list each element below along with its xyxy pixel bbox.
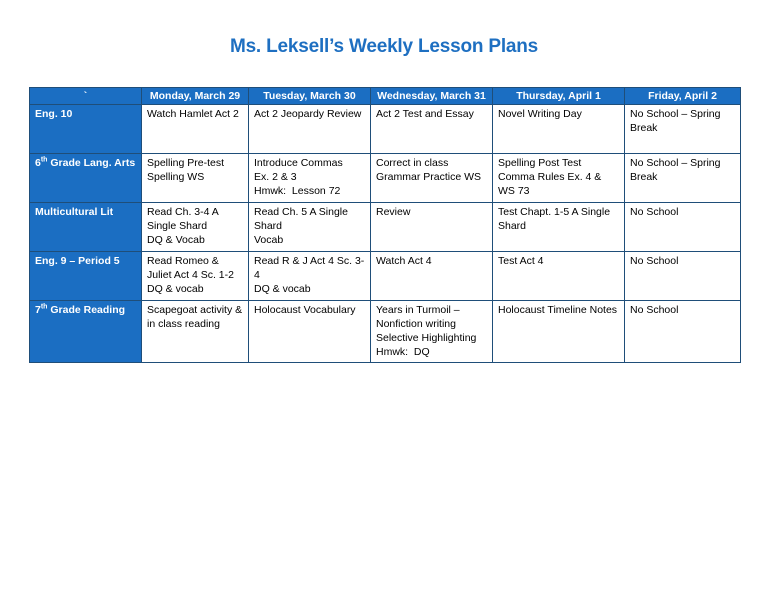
lesson-cell-thursday — [493, 301, 625, 363]
lesson-text: Hmwk: DQ — [376, 346, 430, 358]
lesson-text: No School — [630, 255, 679, 267]
subject-cell — [30, 301, 142, 363]
day-header-tuesday: Tuesday, March 30 — [249, 88, 371, 105]
lesson-cell-wednesday — [371, 154, 493, 203]
subject-ordinal-suffix: th — [40, 303, 48, 311]
lesson-text: Spelling Pre-test — [147, 157, 225, 169]
lesson-text: Read Ch. 5 A Single Shard — [254, 206, 351, 232]
page-title: Ms. Leksell’s Weekly Lesson Plans — [229, 36, 539, 57]
lesson-cell-friday — [625, 203, 741, 252]
lesson-cell-thursday — [493, 252, 625, 301]
day-header-thursday: Thursday, April 1 — [493, 88, 625, 105]
subject-grade-number: 6 — [35, 157, 41, 169]
lesson-cell-friday — [625, 154, 741, 203]
lesson-text: Ex. 2 & 3 — [254, 171, 297, 183]
lesson-text: Act 2 Jeopardy Review — [254, 108, 362, 120]
subject-cell — [30, 203, 142, 252]
lesson-text: Vocab — [254, 234, 284, 246]
lesson-text: Test Chapt. 1-5 A Single Shard — [498, 206, 613, 232]
day-header-friday: Friday, April 2 — [625, 88, 741, 105]
lesson-text: Read Romeo & Juliet Act 4 Sc. 1-2 — [147, 255, 234, 281]
lesson-text: Holocaust Timeline Notes — [498, 304, 618, 316]
lesson-text: DQ & vocab — [254, 283, 311, 295]
lesson-text: Holocaust Vocabulary — [254, 304, 356, 316]
lesson-text: Act 2 Test and Essay — [376, 108, 474, 120]
lesson-cell-monday — [142, 154, 249, 203]
lesson-text: Spelling Post Test — [498, 157, 582, 169]
lesson-text: Comma Rules Ex. 4 & WS 73 — [498, 171, 605, 197]
lesson-cell-monday — [142, 301, 249, 363]
lesson-cell-thursday — [493, 105, 625, 154]
subject-name: Grade Lang. Arts — [47, 157, 136, 169]
subject-cell — [30, 252, 142, 301]
lesson-text: Correct in class — [376, 157, 449, 169]
lesson-text: Review — [376, 206, 411, 218]
lesson-text: Watch Hamlet Act 2 — [147, 108, 239, 120]
lesson-text: Read R & J Act 4 Sc. 3-4 — [254, 255, 365, 281]
table-row — [30, 203, 741, 252]
lesson-cell-wednesday — [371, 203, 493, 252]
lesson-text: DQ & Vocab — [147, 234, 205, 246]
corner-header: ` — [30, 88, 142, 105]
lesson-cell-friday — [625, 301, 741, 363]
lesson-text: No School – Spring Break — [630, 108, 724, 134]
table-row — [30, 301, 741, 363]
lesson-text: DQ & vocab — [147, 283, 204, 295]
subject-grade-number: 7 — [35, 304, 41, 316]
table-row — [30, 105, 741, 154]
lesson-cell-tuesday — [249, 154, 371, 203]
lesson-cell-monday — [142, 252, 249, 301]
lesson-text: Scapegoat activity & in class reading — [147, 304, 246, 330]
lesson-cell-monday — [142, 203, 249, 252]
lesson-text: Grammar Practice WS — [376, 171, 482, 183]
subject-ordinal-suffix: th — [40, 156, 48, 164]
table-row — [30, 154, 741, 203]
lesson-text: Selective Highlighting — [376, 332, 477, 344]
subject-cell — [30, 154, 142, 203]
lesson-plan-table — [29, 87, 741, 363]
lesson-text: Watch Act 4 — [376, 255, 432, 267]
lesson-text: Test Act 4 — [498, 255, 544, 267]
header-row — [30, 88, 741, 105]
lesson-cell-wednesday — [371, 105, 493, 154]
subject-name: Grade Reading — [47, 304, 126, 316]
lesson-cell-thursday — [493, 154, 625, 203]
lesson-cell-tuesday — [249, 105, 371, 154]
lesson-text: Spelling WS — [147, 171, 205, 183]
lesson-text: No School – Spring Break — [630, 157, 724, 183]
lesson-text: Introduce Commas — [254, 157, 343, 169]
lesson-cell-tuesday — [249, 203, 371, 252]
subject-name: Multicultural Lit — [35, 206, 114, 218]
lesson-cell-friday — [625, 252, 741, 301]
lesson-text: Read Ch. 3-4 A Single Shard — [147, 206, 222, 232]
subject-cell — [30, 105, 142, 154]
lesson-cell-monday — [142, 105, 249, 154]
lesson-cell-wednesday — [371, 301, 493, 363]
subject-name: Eng. 10 — [35, 108, 73, 120]
lesson-cell-friday — [625, 105, 741, 154]
lesson-text: Hmwk: Lesson 72 — [254, 185, 341, 197]
lesson-text: No School — [630, 206, 679, 218]
lesson-text: Novel Writing Day — [498, 108, 582, 120]
day-header-wednesday: Wednesday, March 31 — [371, 88, 493, 105]
lesson-cell-thursday — [493, 203, 625, 252]
lesson-text: Years in Turmoil – Nonfiction writing — [376, 304, 463, 330]
lesson-cell-tuesday — [249, 301, 371, 363]
lesson-cell-wednesday — [371, 252, 493, 301]
table-row — [30, 252, 741, 301]
lesson-cell-tuesday — [249, 252, 371, 301]
day-header-monday: Monday, March 29 — [142, 88, 249, 105]
subject-name: Eng. 9 – Period 5 — [35, 255, 120, 267]
lesson-text: No School — [630, 304, 679, 316]
